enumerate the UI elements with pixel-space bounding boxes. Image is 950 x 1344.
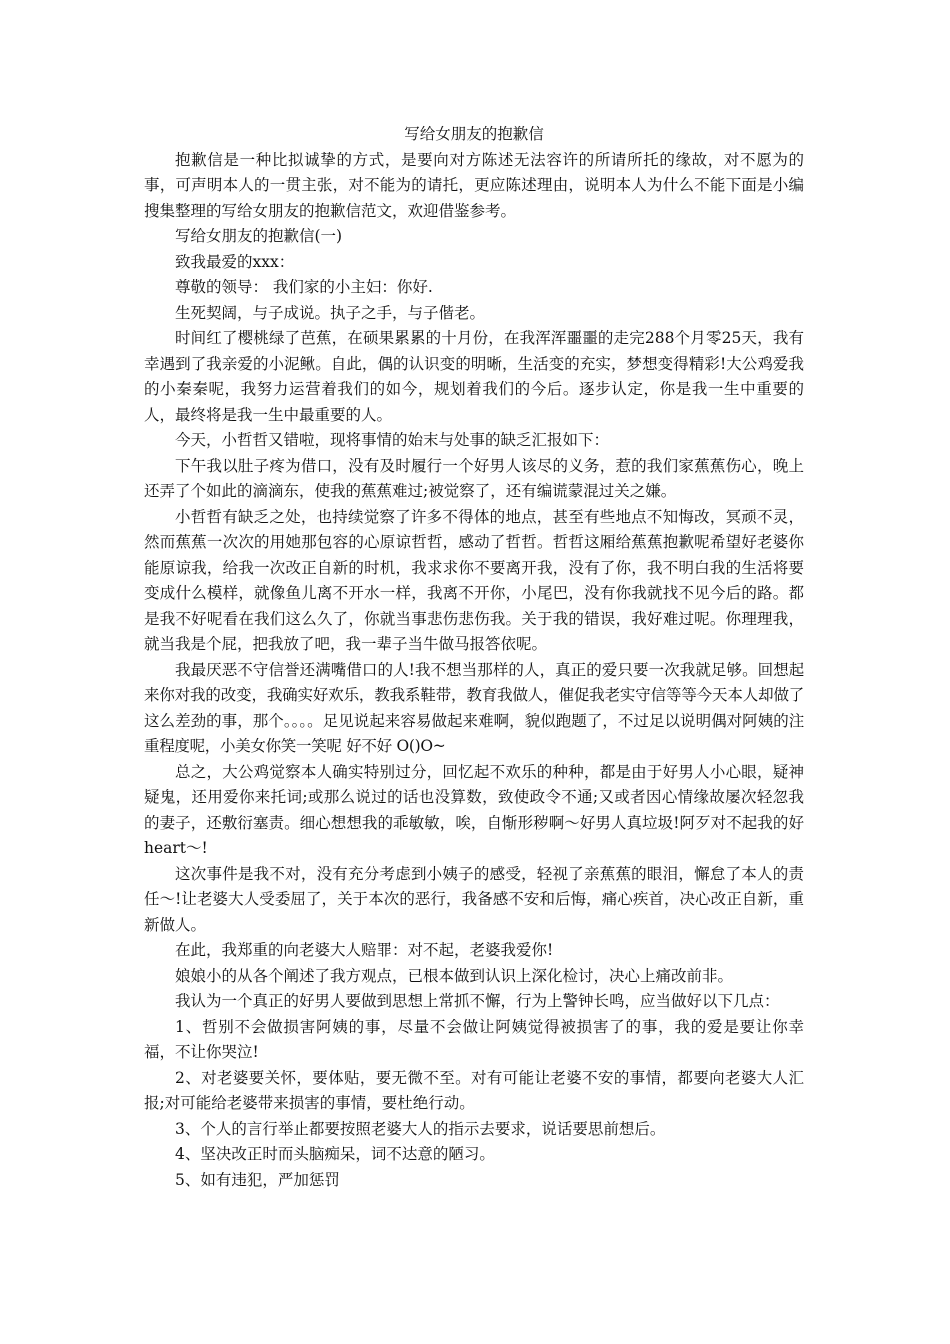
letter-subtitle: 写给女朋友的抱歉信(一) (175, 227, 343, 245)
letter-quote: 生死契阔，与子成说。执子之手，与子偕老。 (175, 303, 486, 322)
list-item: 4、坚决改正时而头脑痴呆，词不达意的陋习。 (175, 1145, 495, 1163)
letter-greeting: 尊敬的领导： 我们家的小主妇：你好. (175, 278, 433, 296)
body-paragraph: 这次事件是我不对，没有充分考虑到小姨子的感受，轻视了亲蕉蕉的眼泪，懈怠了本人的责任～!让老婆大人受委屈了，关于本次的恶行，我备感不安和后悔，痛心疾首，决心改正自新，重新做人。 (144, 864, 804, 934)
document-body (144, 122, 804, 1193)
body-paragraph: 总之，大公鸡觉察本人确实特别过分，回忆起不欢乐的种种，都是由于好男人小心眼，疑神疑鬼，还用爱你来托词;或那么说过的话也没算数，致使政令不通;又或者因心情缘故屡次轻忽我的妻子，还敷衍塞责。细心想想我的乖敏敏，唉，自惭形秽啊～好男人真垃圾!阿歹对不起我的好 heart～! (144, 762, 804, 857)
letter-salutation: 致我最爱的xxx： (175, 252, 295, 271)
intro-paragraph: 抱歉信是一种比拟诚挚的方式，是要向对方陈述无法容许的所请所托的缘故，对不愿为的事，可声明本人的一贯主张，对不能为的请托，更应陈述理由，说明本人为什么不能下面是小编搜集整理的写给女朋友的抱歉信范文，欢迎借鉴参考。 (144, 150, 804, 220)
body-paragraph: 娘娘小的从各个阐述了我方观点，已根本做到认识上深化检讨，决心上痛改前非。 (175, 966, 734, 985)
body-paragraph: 时间红了樱桃绿了芭蕉，在硕果累累的十月份，在我浑浑噩噩的走完288个月零25天，我有幸遇到了我亲爱的小泥鳅。自此，偶的认识变的明晰，生活变的充实，梦想变得精彩!大公鸡爱我的小秦秦呢，我努力运营着我们的如今，规划着我们的今后。逐步认定，你是我一生中重要的人，最终将是我一生中最重要的人。 (144, 329, 804, 424)
body-paragraph: 我认为一个真正的好男人要做到思想上常抓不懈，行为上警钟长鸣，应当做好以下几点： (175, 992, 780, 1010)
body-paragraph: 小哲哲有缺乏之处，也持续觉察了许多不得体的地点，甚至有些地点不知悔改，冥顽不灵，然而蕉蕉一次次的用她那包容的心原谅哲哲，感动了哲哲。哲哲这厢给蕉蕉抱歉呢希望好老婆你能原谅我，给我一次改正自新的时机，我求求你不要离开我，没有了你，我不明白我的生活将要变成什么模样，就像鱼儿离不开水一样，我离不开你，小尾巴，没有你我就找不见今后的路。都是我不好呢看在我们这么久了，你就当事悲伤悲伤我。关于我的错误，我好难过呢。你理理我，就当我是个屁，把我放了吧，我一辈子当牛做马报答依呢。 (144, 507, 804, 653)
body-paragraph: 在此，我郑重的向老婆大人赔罪：对不起，老婆我爱你! (175, 941, 554, 959)
list-item: 5、如有违犯，严加惩罚 (175, 1170, 340, 1189)
body-paragraph: 今天，小哲哲又错啦，现将事情的始末与处事的缺乏汇报如下： (175, 431, 610, 449)
body-paragraph: 下午我以肚子疼为借口，没有及时履行一个好男人该尽的义务，惹的我们家蕉蕉伤心，晚上还弄了个如此的滴滴东，使我的蕉蕉难过;被觉察了，还有编谎蒙混过关之嫌。 (144, 456, 804, 500)
document-title: 写给女朋友的抱歉信 (404, 125, 544, 143)
list-item: 3、个人的言行举止都要按照老婆大人的指示去要求，说话要思前想后。 (175, 1119, 666, 1138)
list-item: 1、哲别不会做损害阿姨的事，尽量不会做让阿姨觉得被损害了的事，我的爱是要让你幸福，不让你哭泣! (144, 1017, 804, 1061)
body-paragraph: 我最厌恶不守信誉还满嘴借口的人!我不想当那样的人，真正的爱只要一次我就足够。回想起来你对我的改变，我确实好欢乐，教我系鞋带，教育我做人，催促我老实守信等等今天本人却做了这么差劲的事，那个。。。。足见说起来容易做起来难啊，貌似跑题了，不过足以说明偶对阿姨的注重程度呢，小美女你笑一笑呢 好不好 O()O~ (144, 660, 804, 755)
list-item: 2、对老婆要关怀，要体贴，要无微不至。对有可能让老婆不安的事情，都要向老婆大人汇报;对可能给老婆带来损害的事情，要杜绝行动。 (144, 1068, 804, 1112)
